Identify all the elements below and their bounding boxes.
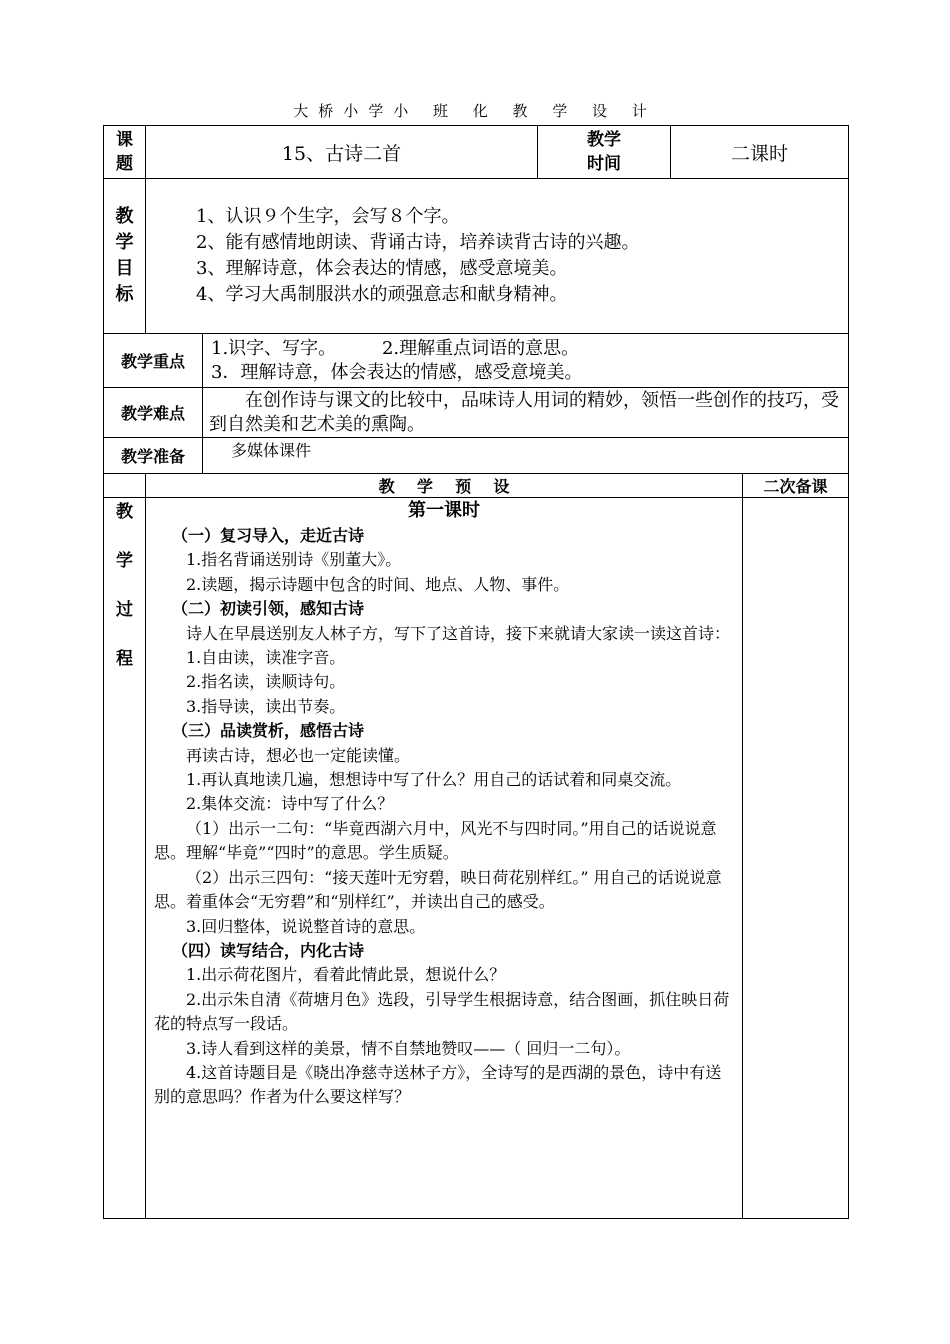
- step-paragraph: （2）出示三四句：“接天莲叶无穷碧，映日荷花别样红。” 用自己的话说说意思。着重体会“无穷碧”和“别样红”，并读出自己的感受。: [154, 867, 722, 912]
- time-label: 教学 时间: [538, 126, 671, 179]
- lesson-plan-table: [103, 125, 849, 1219]
- step-paragraph: 再读古诗，想必也一定能读懂。: [186, 745, 411, 765]
- goal-item: 3、理解诗意，体会表达的情感，感受意境美。: [196, 258, 568, 279]
- process-label: 教 学 过 程: [104, 498, 146, 1219]
- difficulties-label: 教学难点: [104, 388, 203, 438]
- section-heading: （一）复习导入，走近古诗: [172, 526, 365, 545]
- goal-item: 1、认识９个生字，会写８个字。: [196, 206, 460, 227]
- step-paragraph: 诗人在早晨送别友人林子方，写下了这首诗，接下来就请大家读一读这首诗：: [186, 623, 731, 643]
- difficulties-row: [104, 388, 849, 438]
- section-heading: （三）品读赏析，感悟古诗: [172, 721, 365, 741]
- step-paragraph: 3.指导读，读出节奏。: [186, 696, 346, 716]
- topic-row: [104, 126, 849, 179]
- preparation-label: 教学准备: [104, 438, 203, 474]
- key-points-label: 教学重点: [104, 334, 203, 388]
- step-paragraph: 4.这首诗题目是《晓出净慈寺送林子方》，全诗写的是西湖的景色，诗中有送别的意思吗？作者为什么要这样写？: [154, 1062, 722, 1107]
- preparation-content: 多媒体课件: [203, 438, 849, 474]
- step-paragraph: 1.自由读，读准字音。: [186, 648, 346, 668]
- lesson-time: 二课时: [671, 126, 849, 179]
- topic-label: 课 题: [104, 126, 146, 179]
- process-row: [104, 498, 849, 1219]
- process-content: [146, 498, 743, 1219]
- page-title: 大桥小学小 班 化 教 学 设 计: [293, 102, 657, 120]
- session-title: 第一课时: [408, 500, 480, 521]
- step-paragraph: 2.集体交流：诗中写了什么？: [186, 794, 394, 814]
- section-heading: （二）初读引领，感知古诗: [172, 599, 365, 619]
- step-paragraph: 2.出示朱自清《荷塘月色》选段，引导学生根据诗意，结合图画，抓住映日荷花的特点写一段话。: [154, 989, 730, 1034]
- step-paragraph: 1.出示荷花图片，看着此情此景，想说什么？: [186, 965, 506, 985]
- goals-content: [146, 179, 849, 334]
- step-paragraph: 2.指名读，读顺诗句。: [186, 672, 346, 692]
- goal-item: 4、学习大禹制服洪水的顽强意志和献身精神。: [196, 284, 568, 305]
- difficulties-content: 在创作诗与课文的比较中，品味诗人用词的精妙，领悟一些创作的技巧，受到自然美和艺术美的熏陶。: [203, 388, 849, 438]
- process-header-row: [104, 474, 849, 498]
- step-paragraph: （1）出示一二句：“毕竟西湖六月中，风光不与四时同。”用自己的话说说意思。理解“毕竟”“四时”的意思。学生质疑。: [154, 818, 717, 863]
- key-points-row: [104, 334, 849, 388]
- step-paragraph: 3.诗人看到这样的美景，情不自禁地赞叹——（ 回归一二句）。: [186, 1038, 631, 1058]
- second-prep-header: 二次备课: [743, 474, 849, 498]
- step-paragraph: 3.回归整体，说说整首诗的意思。: [186, 916, 426, 936]
- step-paragraph: 1.再认真地读几遍，想想诗中写了什么？用自己的话试着和同桌交流。: [186, 770, 682, 790]
- lesson-topic: 15、古诗二首: [146, 126, 538, 179]
- section-heading: （四）读写结合，内化古诗: [172, 940, 365, 960]
- goals-label: 教 学 目 标: [104, 179, 146, 334]
- design-header: 教 学 预 设: [146, 474, 743, 498]
- key-points-content: 1.识字、写字。 2.理解重点词语的意思。 3．理解诗意，体会表达的情感，感受意境美。: [203, 334, 849, 388]
- preparation-row: [104, 438, 849, 474]
- goals-row: [104, 179, 849, 334]
- step-paragraph: 1.指名背诵送别诗《别董大》。: [186, 550, 402, 570]
- step-paragraph: 2.读题，揭示诗题中包含的时间、地点、人物、事件。: [186, 574, 570, 594]
- second-prep-notes: [743, 498, 849, 1219]
- goal-item: 2、能有感情地朗读、背诵古诗，培养读背古诗的兴趣。: [196, 232, 640, 253]
